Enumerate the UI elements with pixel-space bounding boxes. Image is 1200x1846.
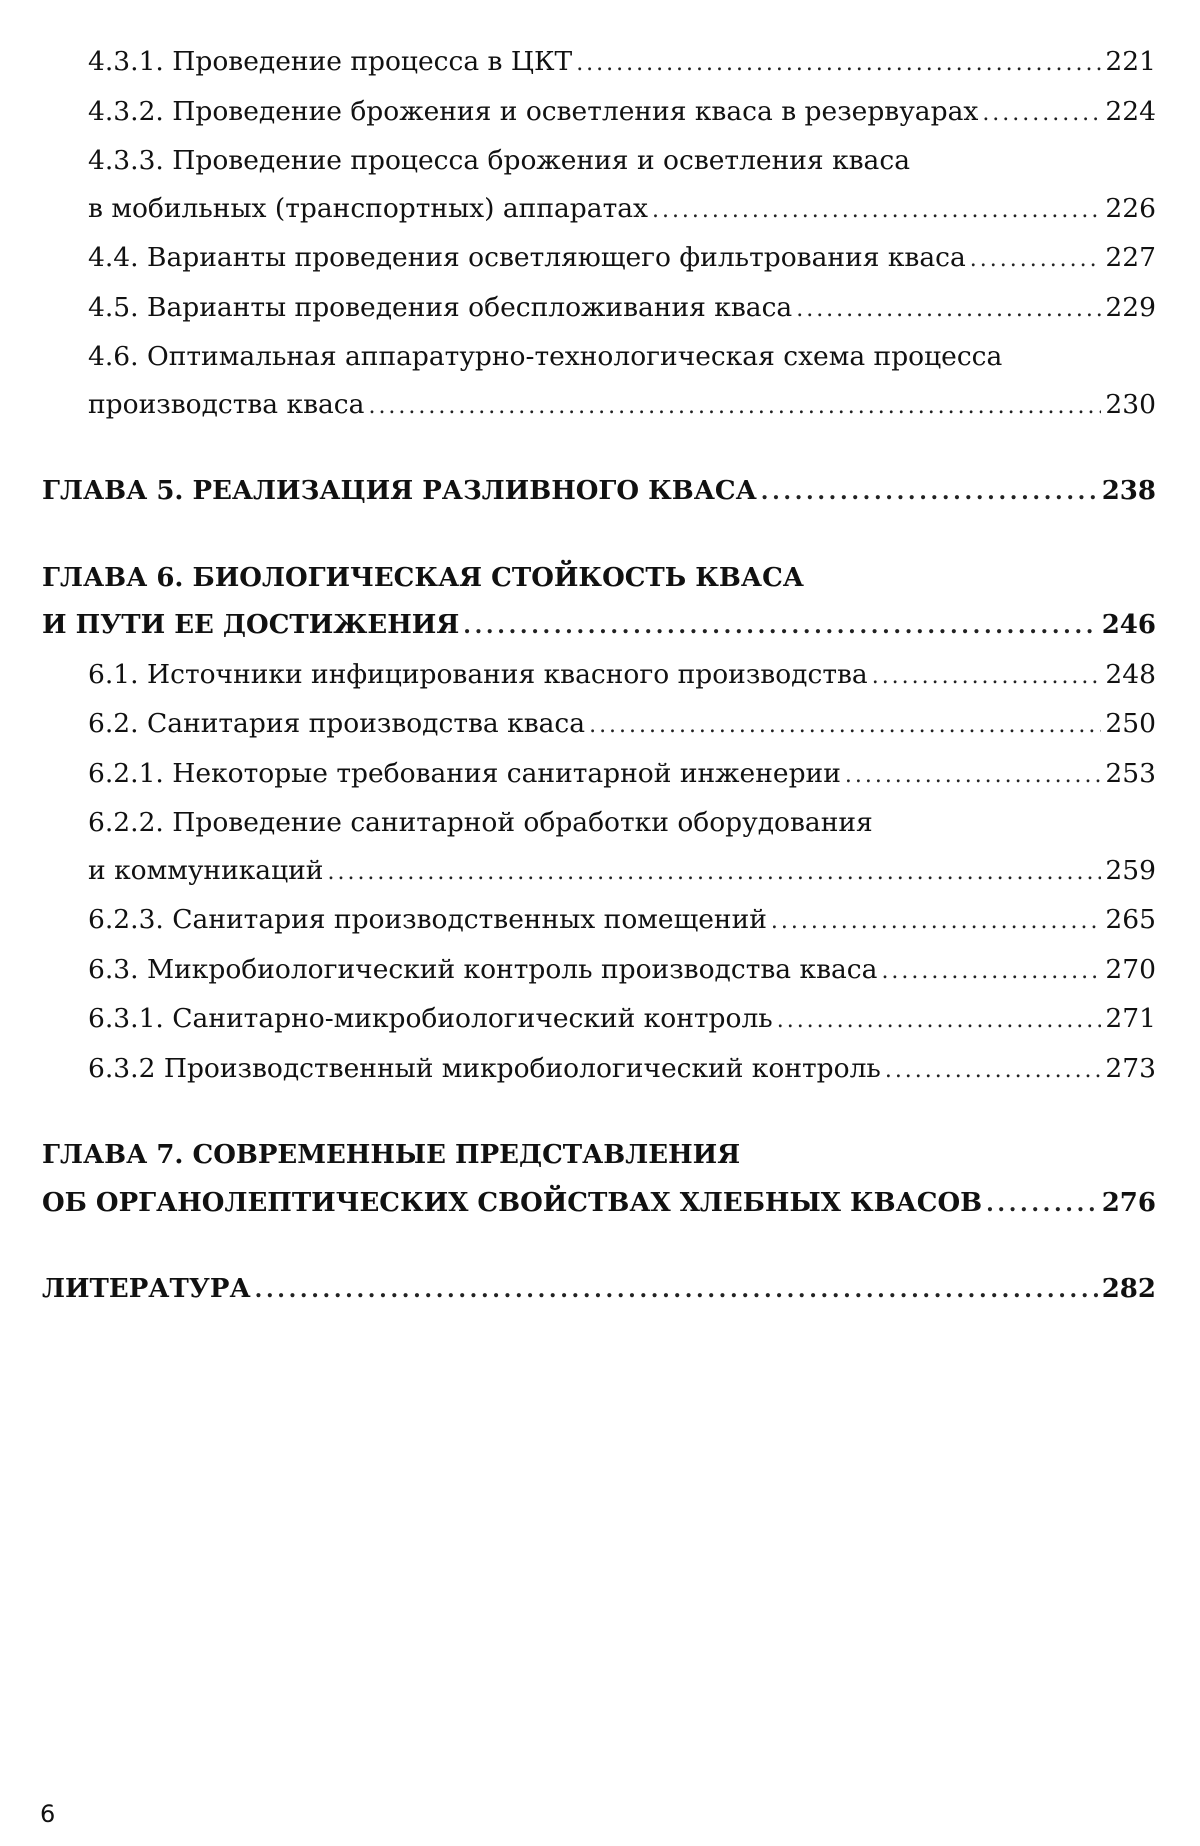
- toc-entry-title: 4.5. Варианты проведения обеспложивания кваса: [88, 291, 793, 323]
- toc-entry-4-3-1[interactable]: [42, 38, 1156, 88]
- spacer: [42, 517, 1156, 555]
- toc-entry-title: 4.3.2. Проведение брожения и осветления кваса в резервуарах: [88, 95, 979, 127]
- toc-entry-6-2-1[interactable]: [42, 750, 1156, 800]
- toc-entry-6-2-3[interactable]: [42, 896, 1156, 946]
- toc-entry-title: 4.3.1. Проведение процесса в ЦКТ: [88, 46, 573, 77]
- dot-leader: [881, 946, 1101, 996]
- dot-leader: [872, 651, 1102, 701]
- dot-leader: [652, 185, 1101, 235]
- spacer: [42, 1094, 1156, 1132]
- toc-entry-title: и коммуникаций: [88, 854, 324, 886]
- toc-chapter-title: И ПУТИ ЕЕ ДОСТИЖЕНИЯ: [42, 610, 460, 640]
- toc-entry-4-6-line1: 4.6. Оптимальная аппаратурно-технологическая схема процесса: [88, 341, 1003, 372]
- toc-chapter-title: ОБ ОРГАНОЛЕПТИЧЕСКИХ СВОЙСТВАХ ХЛЕБНЫХ КВАСОВ: [42, 1187, 983, 1218]
- dot-leader: [463, 602, 1097, 651]
- toc-entry-page: 270: [1105, 953, 1156, 985]
- toc-entry-page: 271: [1105, 1003, 1156, 1034]
- dot-leader: [970, 234, 1102, 284]
- toc-entry-title: 6.3.2 Производственный микробиологический контроль: [88, 1052, 881, 1084]
- toc-entry-title: 6.2.1. Некоторые требования санитарной инженерии: [88, 757, 841, 789]
- toc-entry-6-2-2-line1: 6.2.2. Проведение санитарной обработки оборудования: [88, 807, 873, 838]
- toc-entry-page: 224: [1105, 95, 1156, 127]
- dot-leader: [885, 1045, 1102, 1095]
- toc-entry-page: 250: [1105, 708, 1156, 739]
- toc-entry-title: 6.1. Источники инфицирования квасного производства: [88, 658, 868, 690]
- dot-leader: [576, 38, 1101, 88]
- dot-leader: [982, 88, 1101, 138]
- toc-entry-4-5[interactable]: [42, 284, 1156, 334]
- page-number: 6: [40, 1800, 56, 1828]
- toc-entry-page: 248: [1105, 658, 1156, 690]
- toc-entry-4-3-3[interactable]: [42, 185, 1156, 235]
- toc-chapter-6-line1: ГЛАВА 6. БИОЛОГИЧЕСКАЯ СТОЙКОСТЬ КВАСА: [42, 562, 804, 593]
- toc-entry-6-3-2[interactable]: [42, 1045, 1156, 1095]
- toc-entry-title: 6.2.3. Санитария производственных помещений: [88, 904, 767, 935]
- toc-entry-title: в мобильных (транспортных) аппаратах: [88, 192, 648, 224]
- toc-chapter-5[interactable]: [42, 468, 1156, 517]
- toc-entry-page: 259: [1105, 854, 1156, 886]
- toc-chapter-page: 282: [1101, 1274, 1156, 1304]
- dot-leader: [255, 1266, 1098, 1315]
- toc-entry-6-1[interactable]: [42, 651, 1156, 701]
- toc-entry-page: 227: [1105, 242, 1156, 273]
- dot-leader: [796, 284, 1101, 334]
- toc-chapter-title: ЛИТЕРАТУРА: [42, 1274, 251, 1304]
- toc-entry-title: 6.3. Микробиологический контроль производства кваса: [88, 953, 878, 985]
- toc-chapter-7-line1: ГЛАВА 7. СОВРЕМЕННЫЕ ПРЕДСТАВЛЕНИЯ: [42, 1140, 741, 1170]
- toc-entry-title: производства кваса: [88, 388, 365, 420]
- dot-leader: [771, 896, 1102, 946]
- toc-chapter-7[interactable]: [42, 1180, 1156, 1229]
- toc-entry-4-3-2[interactable]: [42, 88, 1156, 138]
- toc-entry-page: 230: [1105, 388, 1156, 420]
- toc-chapter-page: 238: [1101, 476, 1156, 506]
- dot-leader: [589, 700, 1101, 750]
- toc-entry-page: 253: [1105, 757, 1156, 789]
- toc-literature[interactable]: [42, 1266, 1156, 1315]
- toc-entry-page: 273: [1105, 1052, 1156, 1084]
- dot-leader: [777, 995, 1102, 1045]
- toc-entry-6-2[interactable]: [42, 700, 1156, 750]
- dot-leader: [327, 847, 1101, 897]
- dot-leader: [986, 1180, 1098, 1229]
- toc-entry-6-3-1[interactable]: [42, 995, 1156, 1045]
- toc-entry-page: 265: [1105, 904, 1156, 935]
- spacer: [42, 430, 1156, 468]
- spacer: [42, 1228, 1156, 1266]
- toc-entry-page: 221: [1105, 46, 1156, 77]
- toc-chapter-page: 246: [1101, 610, 1156, 640]
- toc-entry-4-4[interactable]: [42, 234, 1156, 284]
- toc-chapter-title: ГЛАВА 5. РЕАЛИЗАЦИЯ РАЗЛИВНОГО КВАСА: [42, 476, 757, 506]
- toc-entry-page: 226: [1105, 192, 1156, 224]
- toc-chapter-page: 276: [1101, 1187, 1156, 1218]
- toc-entry-title: 6.3.1. Санитарно-микробиологический контроль: [88, 1003, 773, 1034]
- toc-entry-4-6[interactable]: [42, 381, 1156, 431]
- dot-leader: [761, 468, 1098, 517]
- table-of-contents: [42, 38, 1156, 1315]
- toc-entry-6-2-2[interactable]: [42, 847, 1156, 897]
- dot-leader: [845, 750, 1102, 800]
- toc-entry-title: 6.2. Санитария производства кваса: [88, 708, 586, 739]
- toc-chapter-6[interactable]: [42, 602, 1156, 651]
- dot-leader: [368, 381, 1101, 431]
- toc-entry-4-3-3-line1: 4.3.3. Проведение процесса брожения и осветления кваса: [88, 145, 910, 176]
- toc-entry-6-3[interactable]: [42, 946, 1156, 996]
- toc-entry-title: 4.4. Варианты проведения осветляющего фильтрования кваса: [88, 242, 966, 273]
- toc-entry-page: 229: [1105, 291, 1156, 323]
